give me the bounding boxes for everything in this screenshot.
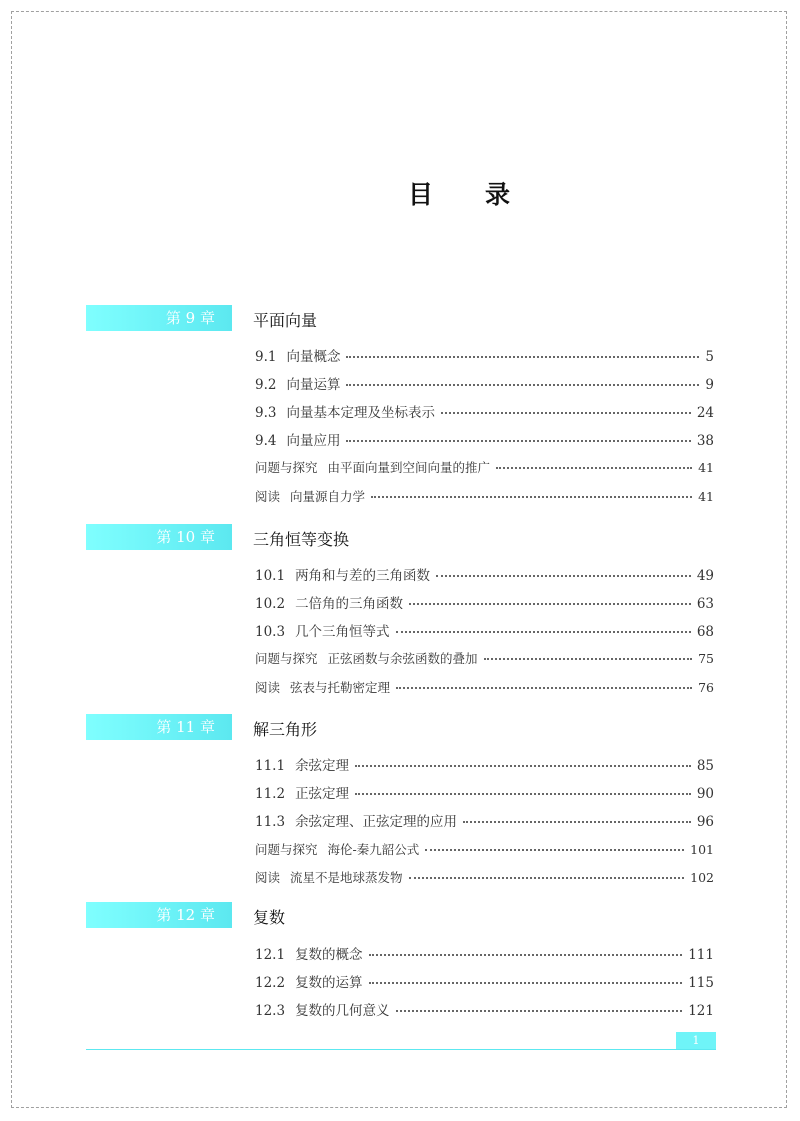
leader-dots xyxy=(346,440,690,442)
leader-dots xyxy=(409,877,685,879)
toc-entry[interactable] xyxy=(255,401,714,421)
entry-page: 9 xyxy=(705,377,714,393)
chapter-tag: 第 11 章 xyxy=(86,714,232,740)
entry-page: 121 xyxy=(688,1003,714,1019)
toc-entry[interactable] xyxy=(255,868,714,888)
toc-entry[interactable] xyxy=(255,810,714,830)
leader-dots xyxy=(396,631,691,633)
toc-entry[interactable] xyxy=(255,345,714,365)
toc-entry[interactable] xyxy=(255,754,714,774)
entry-title: 弦表与托勒密定理 xyxy=(290,680,391,695)
entry-number: 阅读 xyxy=(255,870,281,885)
entry-number: 10.2 xyxy=(255,596,286,612)
entry-title: 复数的运算 xyxy=(295,975,363,991)
leader-dots xyxy=(355,765,691,767)
entry-number: 11.2 xyxy=(255,786,286,802)
leader-dots xyxy=(371,496,692,498)
toc-entry[interactable] xyxy=(255,429,714,449)
entry-page: 102 xyxy=(690,870,714,885)
entry-page: 68 xyxy=(696,624,714,640)
toc-entry[interactable] xyxy=(255,971,714,991)
entry-title: 二倍角的三角函数 xyxy=(295,596,404,612)
toc-entry[interactable] xyxy=(255,592,714,612)
chapter-tag: 第 10 章 xyxy=(86,524,232,550)
entry-title: 复数的概念 xyxy=(295,947,363,963)
entry-number: 问题与探究 xyxy=(255,460,318,475)
entry-page: 96 xyxy=(696,814,714,830)
entry-page: 76 xyxy=(698,680,714,695)
entry-title: 向量源自力学 xyxy=(290,489,366,504)
leader-dots xyxy=(409,603,691,605)
chapter-title[interactable]: 复数 xyxy=(253,908,286,927)
entry-title: 正弦定理 xyxy=(295,786,350,802)
entry-number: 12.3 xyxy=(255,1003,286,1019)
chapter-title[interactable]: 解三角形 xyxy=(253,720,318,739)
leader-dots xyxy=(369,982,683,984)
entry-page: 38 xyxy=(696,433,714,449)
entry-number: 9.4 xyxy=(255,433,277,449)
entry-page: 41 xyxy=(698,489,714,504)
page-number-badge: 1 xyxy=(676,1032,716,1049)
leader-dots xyxy=(425,849,684,851)
entry-page: 63 xyxy=(696,596,714,612)
entry-number: 11.1 xyxy=(255,758,286,774)
entry-page: 85 xyxy=(696,758,714,774)
leader-dots xyxy=(396,1010,683,1012)
entry-title: 向量运算 xyxy=(286,377,341,393)
entry-number: 阅读 xyxy=(255,680,281,695)
entry-page: 115 xyxy=(688,975,714,991)
leader-dots xyxy=(463,821,691,823)
toc-entry[interactable] xyxy=(255,999,714,1019)
leader-dots xyxy=(369,954,683,956)
entry-page: 5 xyxy=(705,349,714,365)
entry-title: 向量基本定理及坐标表示 xyxy=(286,405,435,421)
leader-dots xyxy=(346,384,699,386)
toc-entry[interactable] xyxy=(255,620,714,640)
entry-title: 余弦定理 xyxy=(295,758,350,774)
entry-number: 11.3 xyxy=(255,814,286,830)
entry-number: 9.2 xyxy=(255,377,277,393)
entry-page: 49 xyxy=(696,568,714,584)
chapter-title[interactable]: 三角恒等变换 xyxy=(253,530,350,549)
toc-entry[interactable] xyxy=(255,373,714,393)
entry-number: 10.3 xyxy=(255,624,286,640)
entry-number: 9.3 xyxy=(255,405,277,421)
toc-entry[interactable] xyxy=(255,564,714,584)
leader-dots xyxy=(484,658,693,660)
toc-entry[interactable] xyxy=(255,943,714,963)
entry-number: 9.1 xyxy=(255,349,277,365)
toc-entry[interactable] xyxy=(255,487,714,507)
entry-number: 问题与探究 xyxy=(255,842,318,857)
chapter-title[interactable]: 平面向量 xyxy=(253,311,318,330)
entry-page: 75 xyxy=(698,651,714,666)
entry-page: 24 xyxy=(696,405,714,421)
leader-dots xyxy=(496,467,692,469)
entry-number: 12.1 xyxy=(255,947,286,963)
entry-page: 41 xyxy=(698,460,714,475)
chapter-tag: 第 9 章 xyxy=(86,305,232,331)
entry-title: 两角和与差的三角函数 xyxy=(295,568,431,584)
entry-title: 几个三角恒等式 xyxy=(295,624,390,640)
entry-page: 101 xyxy=(690,842,714,857)
leader-dots xyxy=(346,356,699,358)
entry-title: 余弦定理、正弦定理的应用 xyxy=(295,814,458,830)
entry-title: 复数的几何意义 xyxy=(295,1003,390,1019)
entry-title: 向量应用 xyxy=(286,433,341,449)
toc-entry[interactable] xyxy=(255,678,714,698)
toc-entry[interactable] xyxy=(255,649,714,669)
page-title: 目录 xyxy=(407,180,562,209)
entry-page: 111 xyxy=(688,947,714,963)
entry-number: 12.2 xyxy=(255,975,286,991)
footer-rule xyxy=(86,1049,716,1050)
entry-title: 海伦-秦九韶公式 xyxy=(327,842,420,857)
entry-title: 由平面向量到空间向量的推广 xyxy=(327,460,491,475)
entry-title: 正弦函数与余弦函数的叠加 xyxy=(327,651,478,666)
leader-dots xyxy=(436,575,691,577)
chapter-tag: 第 12 章 xyxy=(86,902,232,928)
entry-title: 向量概念 xyxy=(286,349,341,365)
toc-entry[interactable] xyxy=(255,458,714,478)
leader-dots xyxy=(355,793,691,795)
entry-number: 10.1 xyxy=(255,568,286,584)
entry-number: 问题与探究 xyxy=(255,651,318,666)
entry-page: 90 xyxy=(696,786,714,802)
leader-dots xyxy=(441,412,691,414)
toc-entry[interactable] xyxy=(255,840,714,860)
entry-number: 阅读 xyxy=(255,489,281,504)
entry-title: 流星不是地球蒸发物 xyxy=(290,870,403,885)
toc-entry[interactable] xyxy=(255,782,714,802)
leader-dots xyxy=(396,687,692,689)
